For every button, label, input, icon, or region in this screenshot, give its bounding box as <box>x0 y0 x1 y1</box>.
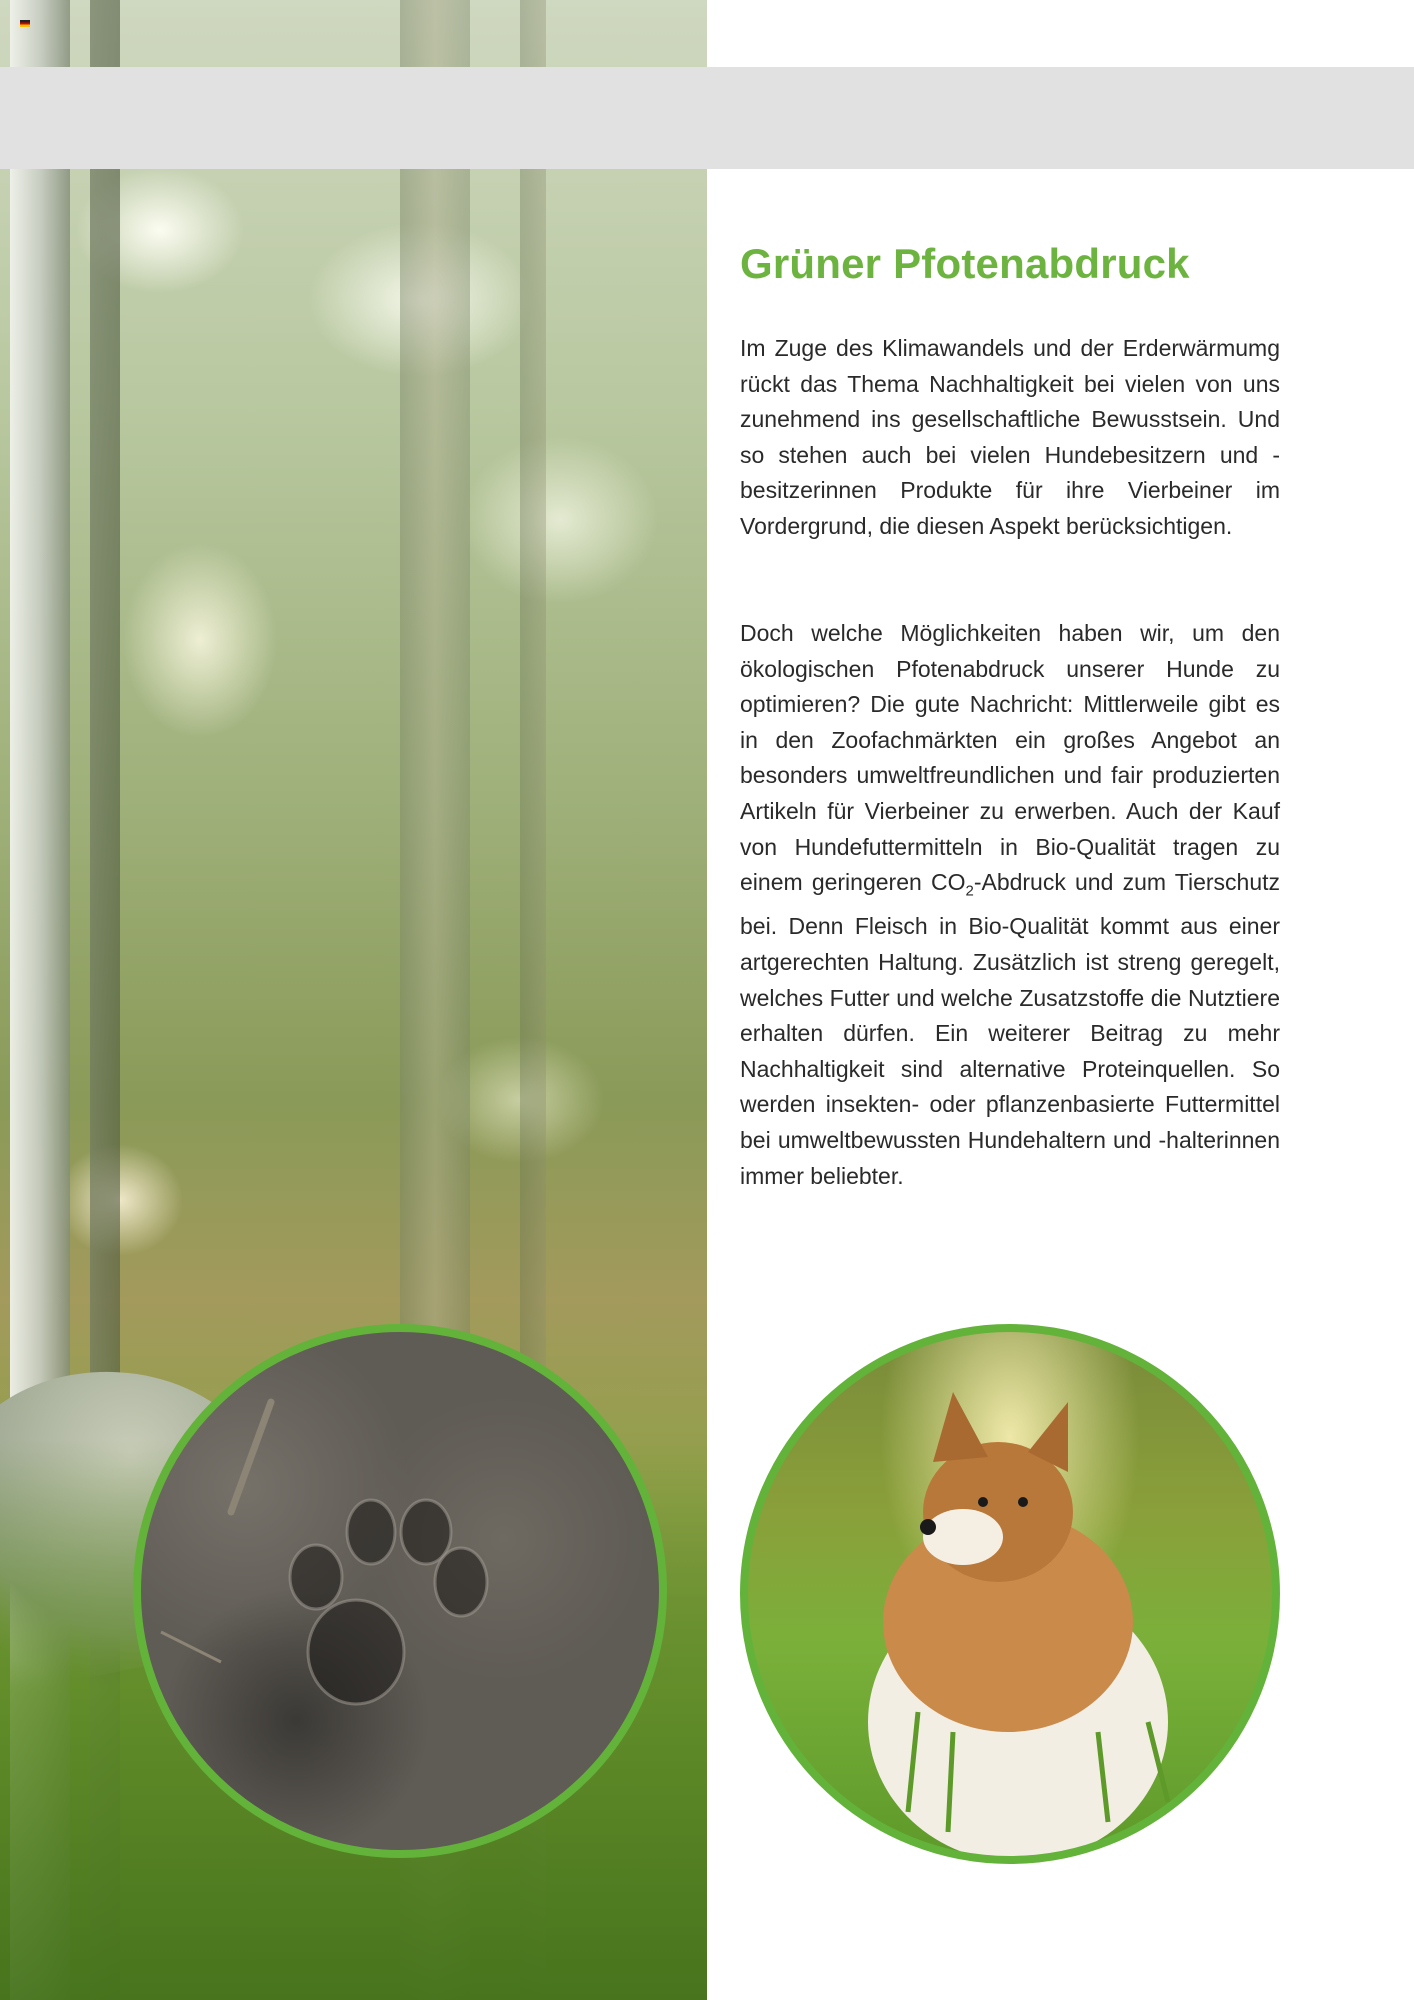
header-band <box>0 67 1414 169</box>
paragraph-main <box>740 616 1280 1194</box>
co2-subscript: 2 <box>965 882 974 900</box>
paragraph-main-text: Doch welche Möglichkeiten haben wir, um den ökologischen Pfotenabdruck unserer Hunde zu optimieren? Die gute Nachricht: Mittlerweile gibt es in den Zoofachmärkten ein großes Angebot an besonders umweltfreundlichen und fair produzierten Artikeln für Vierbeiner zu erwerben. Auch der Kauf von Hundefuttermitteln in Bio-Qualität tragen zu einem geringeren CO <box>740 620 1280 896</box>
page-title: Grüner Pfotenabdruck <box>740 240 1190 287</box>
dog-illustration <box>748 1332 1272 1856</box>
paragraph-intro: Im Zuge des Klimawandels und der Erderwärmumg rückt das Thema Nachhaltigkeit bei vielen von uns zunehmend ins gesellschaftliche Bewusstsein. Und so stehen auch bei vielen Hundebesitzern und -besitzerinnen Produkte für ihre Vierbeiner im Vordergrund, die diesen Aspekt berücksichtigen. <box>740 335 1280 539</box>
german-flag-icon <box>20 20 30 27</box>
paragraph-main-text-cont: -Abdruck und zum Tierschutz bei. Denn Fleisch in Bio-Qualität kommt aus einer artgerechten Haltung. Zusätzlich ist streng geregelt, welches Futter und welche Zusatzstoffe die Nutztiere erhalten dürfen. Ein weiterer Beitrag zu mehr Nachhaltigkeit sind alternative Proteinquellen. So werden insekten- oder pflanzenbasierte Futtermittel bei umweltbewussten Hundehaltern und -halterinnen immer beliebter. <box>740 869 1280 1189</box>
sheltie-dog-photo <box>740 1324 1280 1864</box>
paw-print-illustration <box>141 1332 659 1850</box>
paw-print-photo <box>133 1324 667 1858</box>
